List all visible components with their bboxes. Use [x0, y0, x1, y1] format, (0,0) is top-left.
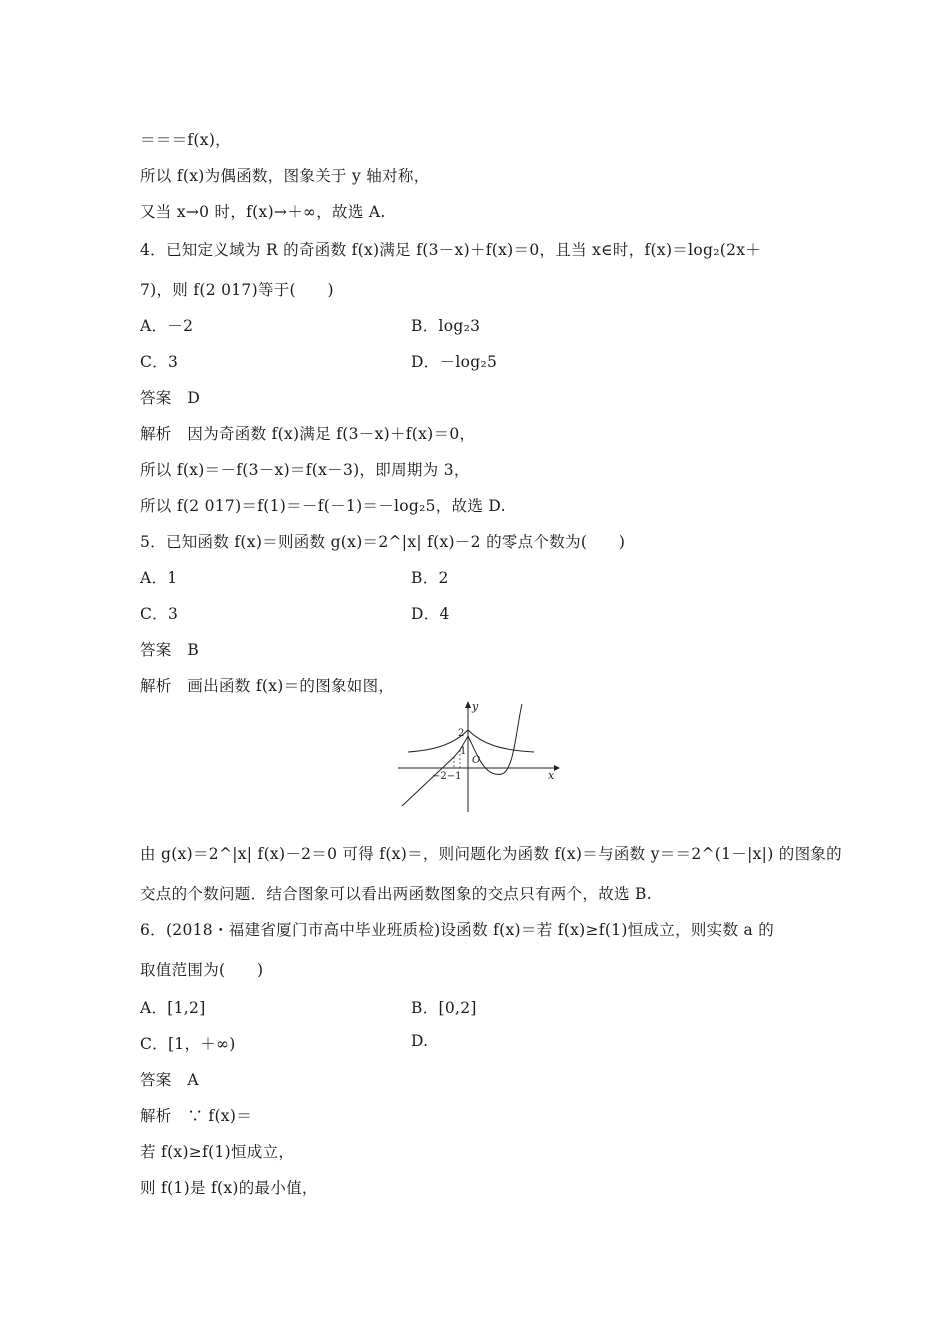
q5-option-a: A．1 [140, 569, 178, 587]
q4-solution-3: 所以 f(2 017)＝f(1)＝－f(－1)＝－log₂5，故选 D. [140, 497, 506, 515]
q4-option-b: B．log₂3 [411, 317, 481, 335]
question-5-stem: 5．已知函数 f(x)＝则函数 g(x)＝2^|x| f(x)－2 的零点个数为( ) [140, 533, 626, 551]
text-line: ＝＝＝f(x)， [140, 131, 231, 149]
q6-solution-3: 则 f(1)是 f(x)的最小值， [140, 1179, 318, 1197]
text-line: 所以 f(x)为偶函数，图象关于 y 轴对称， [140, 167, 430, 185]
question-4-stem: 4．已知定义域为 R 的奇函数 f(x)满足 f(3－x)＋f(x)＝0，且当 x∈时，f(x)＝log₂(2x＋ [140, 241, 762, 259]
q5-option-d: D．4 [411, 605, 450, 623]
y-axis-arrow-icon [465, 701, 471, 708]
q4-option-a: A．－2 [140, 317, 194, 335]
function-graph [396, 700, 566, 815]
q4-answer: 答案 D [140, 389, 201, 407]
q5-solution-2: 由 g(x)＝2^|x| f(x)－2＝0 可得 f(x)＝，则问题化为函数 f(x)＝与函数 y＝＝2^(1－|x|) 的图象的 [140, 845, 842, 863]
q6-solution-1: 解析 ∵ f(x)＝ [140, 1107, 252, 1125]
q5-answer: 答案 B [140, 641, 200, 659]
x-axis-label: x [548, 769, 555, 782]
q6-solution-2: 若 f(x)≥f(1)恒成立， [140, 1143, 295, 1161]
q4-option-c: C．3 [140, 353, 179, 371]
q4-option-d: D．－log₂5 [411, 353, 498, 371]
question-6-stem: 6．(2018・福建省厦门市高中毕业班质检)设函数 f(x)＝若 f(x)≥f(1)恒成立，则实数 a 的 [140, 921, 775, 939]
q6-option-c: C．[1，＋∞) [140, 1035, 236, 1053]
q5-option-b: B．2 [411, 569, 449, 587]
q4-solution-1: 解析 因为奇函数 f(x)满足 f(3－x)＋f(x)＝0， [140, 425, 476, 443]
tick-label-2: 2 [458, 728, 465, 739]
question-6-stem-cont: 取值范围为( ) [140, 961, 264, 979]
text-line: 又当 x→0 时，f(x)→＋∞，故选 A. [140, 203, 386, 221]
q4-solution-2: 所以 f(x)＝－f(3－x)＝f(x－3)，即周期为 3， [140, 461, 470, 479]
q6-option-b: B．[0,2] [411, 999, 477, 1017]
origin-label: O [472, 755, 481, 766]
q6-answer: 答案 A [140, 1071, 199, 1089]
q5-option-c: C．3 [140, 605, 179, 623]
question-4-stem-cont: 7)，则 f(2 017)等于( ) [140, 281, 334, 299]
q5-solution-3: 交点的个数问题．结合图象可以看出两函数图象的交点只有两个，故选 B. [140, 885, 652, 903]
q6-option-d: D. [411, 1032, 429, 1050]
q5-solution-1: 解析 画出函数 f(x)＝的图象如图， [140, 677, 395, 695]
y-axis-label: y [472, 700, 479, 713]
tick-label-neg: −2−1 [432, 771, 462, 782]
tick-label-1: 1 [460, 746, 467, 757]
x-axis-arrow-icon [554, 765, 560, 771]
q6-option-a: A．[1,2] [140, 999, 206, 1017]
